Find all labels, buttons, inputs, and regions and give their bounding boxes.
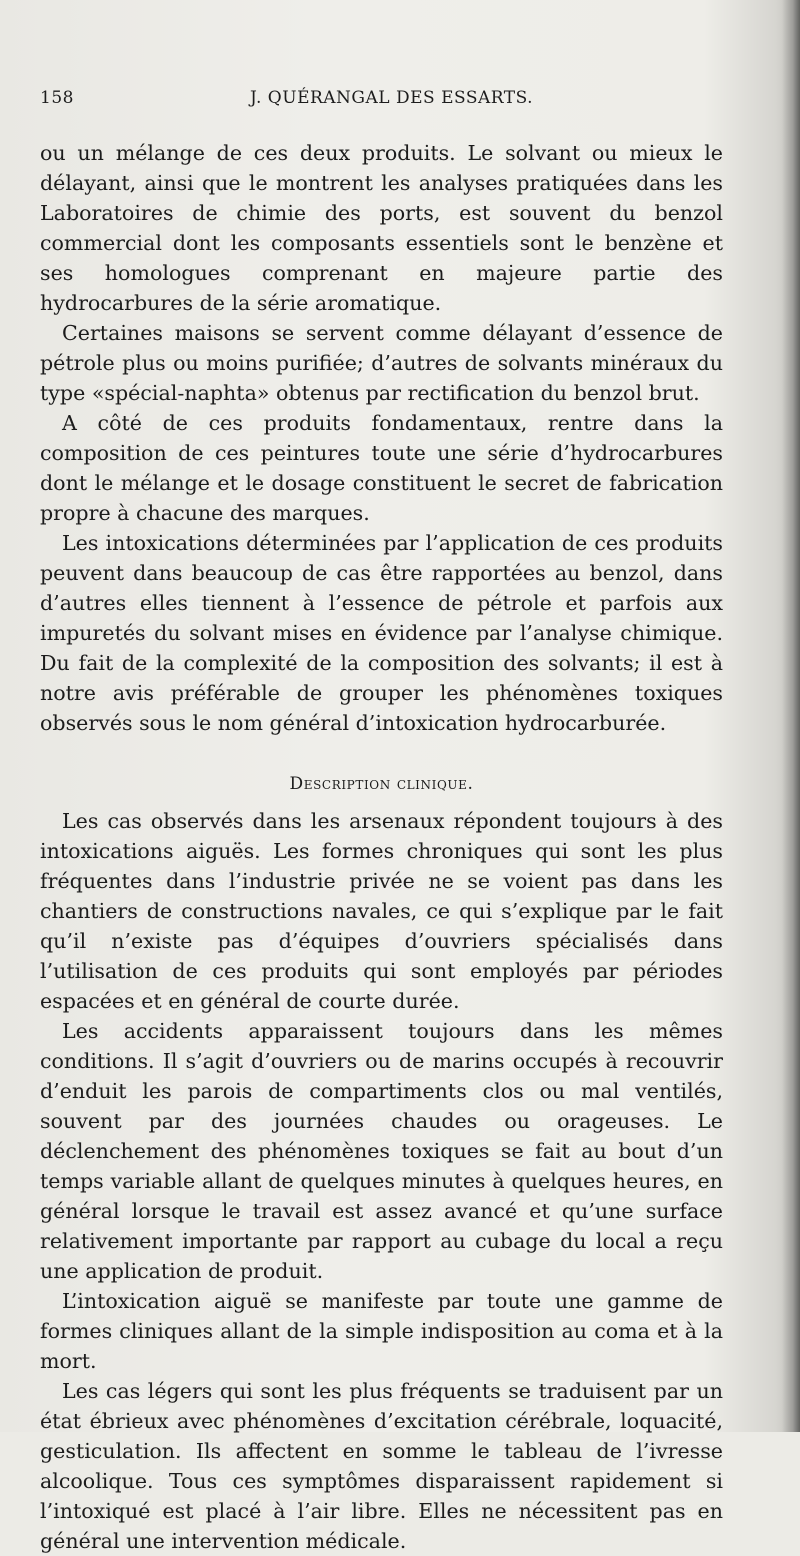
paragraph: L’intoxication aiguë se manifeste par toute une gamme de formes cliniques allant de la simple indisposition au coma et à la mort.	[40, 1289, 723, 1373]
section-title: Description clinique.	[289, 774, 474, 794]
running-head: J. QUÉRANGAL DES ESSARTS.	[250, 88, 534, 108]
page-number: 158	[40, 88, 74, 108]
paragraph: Les cas légers qui sont les plus fréquents se traduisent par un état ébrieux avec phénomènes d’excitation cérébrale, loquacité, gesticulation. Ils affectent en somme le tableau de l’ivresse alcoolique. Tous ces symptômes disparaissent rapidement si l’intoxiqué est placé à l’air libre. Elles ne nécessitent pas en général une intervention médicale.	[40, 1379, 723, 1553]
page-header	[40, 88, 730, 114]
paragraph: Les intoxications déterminées par l’application de ces produits peuvent dans beaucoup de cas être rapportées au benzol, dans d’autres elles tiennent à l’essence de pétrole et parfois aux impuretés du solvant mises en évidence par l’analyse chimique. Du fait de la complexité de la composition des solvants; il est à notre avis préférable de grouper les phénomènes toxiques observés sous le nom général d’intoxication hydrocarburée.	[40, 531, 723, 735]
paragraph: ou un mélange de ces deux produits. Le solvant ou mieux le délayant, ainsi que le montrent les analyses pratiquées dans les Laboratoires de chimie des ports, est souvent du benzol commercial dont les composants essentiels sont le benzène et ses homologues comprenant en majeure partie des hydrocarbures de la série aromatique.	[40, 141, 723, 315]
paragraph: Certaines maisons se servent comme délayant d’essence de pétrole plus ou moins purifiée; d’autres de solvants minéraux du type «spécial-naphta» obtenus par rectification du benzol brut.	[40, 321, 723, 405]
paragraph: Les cas observés dans les arsenaux répondent toujours à des intoxications aiguës. Les formes chroniques qui sont les plus fréquentes dans l’industrie privée ne se voient pas dans les chantiers de constructions navales, ce qui s’explique par le fait qu’il n’existe pas d’équipes d’ouvriers spécialisés dans l’utilisation de ces produits qui sont employés par périodes espacées et en général de courte durée.	[40, 809, 723, 1013]
paragraph: Les accidents apparaissent toujours dans les mêmes conditions. Il s’agit d’ouvriers ou de marins occupés à recouvrir d’enduit les parois de compartiments clos ou mal ventilés, souvent par des journées chaudes ou orageuses. Le déclenchement des phénomènes toxiques se fait au bout d’un temps variable allant de quelques minutes à quelques heures, en général lorsque le travail est assez avancé et qu’une surface relativement importante par rapport au cubage du local a reçu une application de produit.	[40, 1019, 723, 1283]
body-text	[40, 138, 723, 1556]
page-edge-shadow	[782, 0, 800, 1432]
paragraph: A côté de ces produits fondamentaux, rentre dans la composition de ces peintures toute une série d’hydrocarbures dont le mélange et le dosage constituent le secret de fabrication propre à chacune des marques.	[40, 411, 723, 525]
